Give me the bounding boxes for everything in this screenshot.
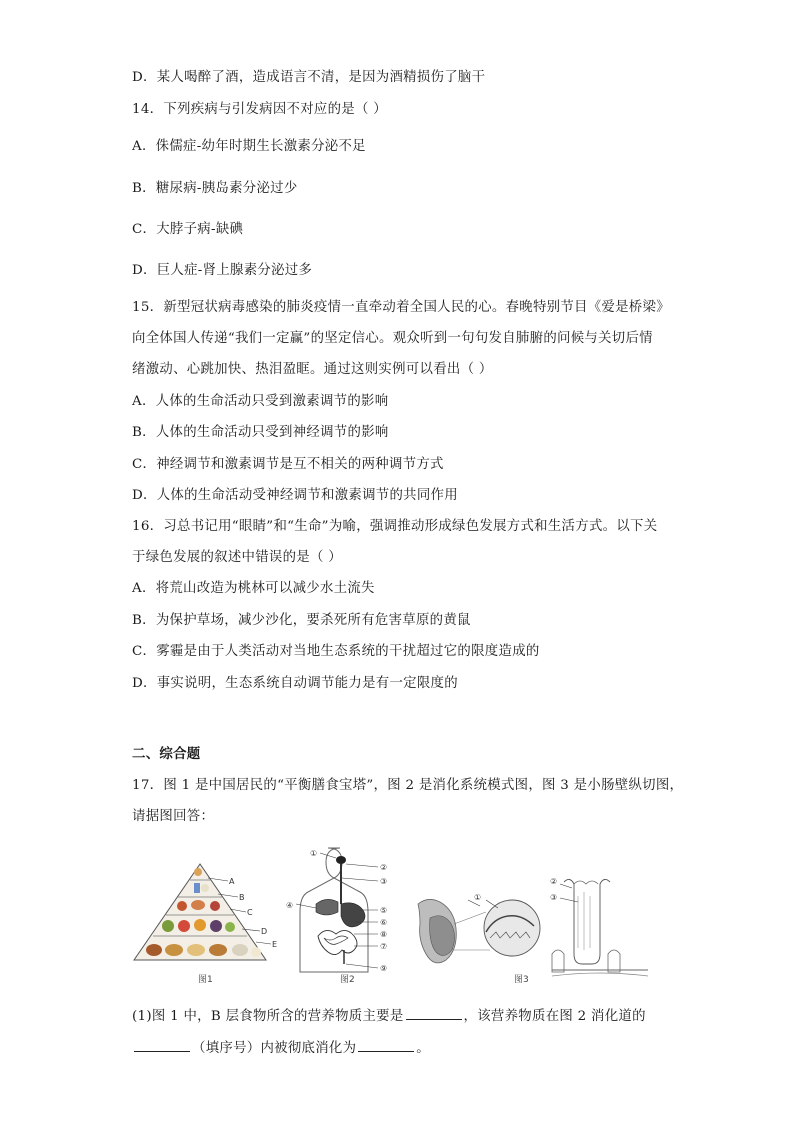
q15-stem-line1: 15．新型冠状病毒感染的肺炎疫情一直牵动着全国人民的心。春晚特别节目《爱是桥梁》 xyxy=(132,300,670,315)
figure-2-label: 图2 xyxy=(340,975,355,985)
digestive-number-7: ⑦ xyxy=(380,942,388,951)
digestive-number-6: ⑥ xyxy=(380,918,388,927)
intestine-number-2: ② xyxy=(550,877,558,886)
q14-option-c: C．大脖子病-缺碘 xyxy=(132,222,244,237)
section-heading: 二、综合题 xyxy=(132,746,201,762)
q17-sub1-part3: （填序号）内被彻底消化为 xyxy=(192,1041,357,1056)
pyramid-letter-c: C xyxy=(247,908,253,917)
q16-stem-line1: 16．习总书记用“眼睛”和“生命”为喻，强调推动形成绿色发展方式和生活方式。以下关 xyxy=(132,519,658,534)
q14-option-b: B．糖尿病-胰岛素分泌过少 xyxy=(132,181,298,196)
q17-stem-line1: 17．图 1 是中国居民的“平衡膳食宝塔”，图 2 是消化系统模式图，图 3 是小肠壁纵切图， xyxy=(132,778,684,793)
q17-sub1-line1 xyxy=(132,1005,646,1024)
q17-stem-line2: 请据图回答： xyxy=(132,809,215,824)
q15-option-b: B．人体的生命活动只受到神经调节的影响 xyxy=(132,425,389,440)
pyramid-letter-b: B xyxy=(239,893,245,902)
q14-option-d: D．巨人症-肾上腺素分泌过多 xyxy=(132,263,313,278)
q15-option-d: D．人体的生命活动受神经调节和激素调节的共同作用 xyxy=(132,488,458,503)
q14-stem: 14．下列疾病与引发病因不对应的是（ ） xyxy=(132,102,387,117)
digestive-number-3: ③ xyxy=(380,877,388,886)
digestive-number-4: ④ xyxy=(286,901,294,910)
digestive-number-8: ⑧ xyxy=(380,930,388,939)
digestive-number-2: ② xyxy=(380,863,388,872)
answer-blank-organ-number[interactable] xyxy=(134,1039,190,1052)
q17-figure xyxy=(132,842,657,992)
figure-3-label: 图3 xyxy=(514,975,529,985)
answer-blank-product[interactable] xyxy=(358,1039,414,1052)
q14-option-a: A．侏儒症-幼年时期生长激素分泌不足 xyxy=(132,139,366,154)
q16-option-d: D．事实说明，生态系统自动调节能力是有一定限度的 xyxy=(132,676,458,691)
pyramid-letter-d: D xyxy=(261,927,268,936)
q16-option-c: C．雾霾是由于人类活动对当地生态系统的干扰超过它的限度造成的 xyxy=(132,644,540,659)
pyramid-letter-e: E xyxy=(272,940,278,949)
intestine-number-1: ① xyxy=(474,893,482,902)
digestive-number-5: ⑤ xyxy=(380,906,388,915)
q16-stem-line2: 于绿色发展的叙述中错误的是（ ） xyxy=(132,550,342,565)
q17-sub1-part4: 。 xyxy=(416,1041,430,1056)
intestine-number-3: ③ xyxy=(550,893,558,902)
q17-sub1-line2 xyxy=(132,1037,430,1056)
digestive-number-1: ① xyxy=(310,849,318,858)
answer-blank-nutrient[interactable] xyxy=(406,1007,462,1020)
digestive-system-diagram xyxy=(286,848,387,985)
q17-sub1-part2: ，该营养物质在图 2 消化道的 xyxy=(463,1009,646,1024)
digestive-number-9: ⑨ xyxy=(380,964,388,973)
q17-sub1-part1: (1)图 1 中，B 层食物所含的营养物质主要是 xyxy=(132,1009,404,1024)
small-intestine-diagram xyxy=(418,877,648,985)
q15-stem-line3: 绪激动、心跳加快、热泪盈眶。通过这则实例可以看出（ ） xyxy=(132,362,493,377)
figure-1-label: 图1 xyxy=(198,975,213,985)
food-pyramid xyxy=(134,864,277,985)
q16-option-b: B．为保护草场，减少沙化，要杀死所有危害草原的黄鼠 xyxy=(132,613,471,628)
q16-option-a: A．将荒山改造为桃林可以减少水土流失 xyxy=(132,581,375,596)
pyramid-letter-a: A xyxy=(229,877,235,886)
q15-option-a: A．人体的生命活动只受到激素调节的影响 xyxy=(132,394,389,409)
q15-stem-line2: 向全体国人传递“我们一定赢”的坚定信心。观众听到一句句发自肺腑的问候与关切后情 xyxy=(132,331,653,346)
q15-option-c: C．神经调节和激素调节是互不相关的两种调节方式 xyxy=(132,457,444,472)
q13-option-d: D．某人喝醉了酒，造成语言不清，是因为酒精损伤了脑干 xyxy=(132,70,486,85)
